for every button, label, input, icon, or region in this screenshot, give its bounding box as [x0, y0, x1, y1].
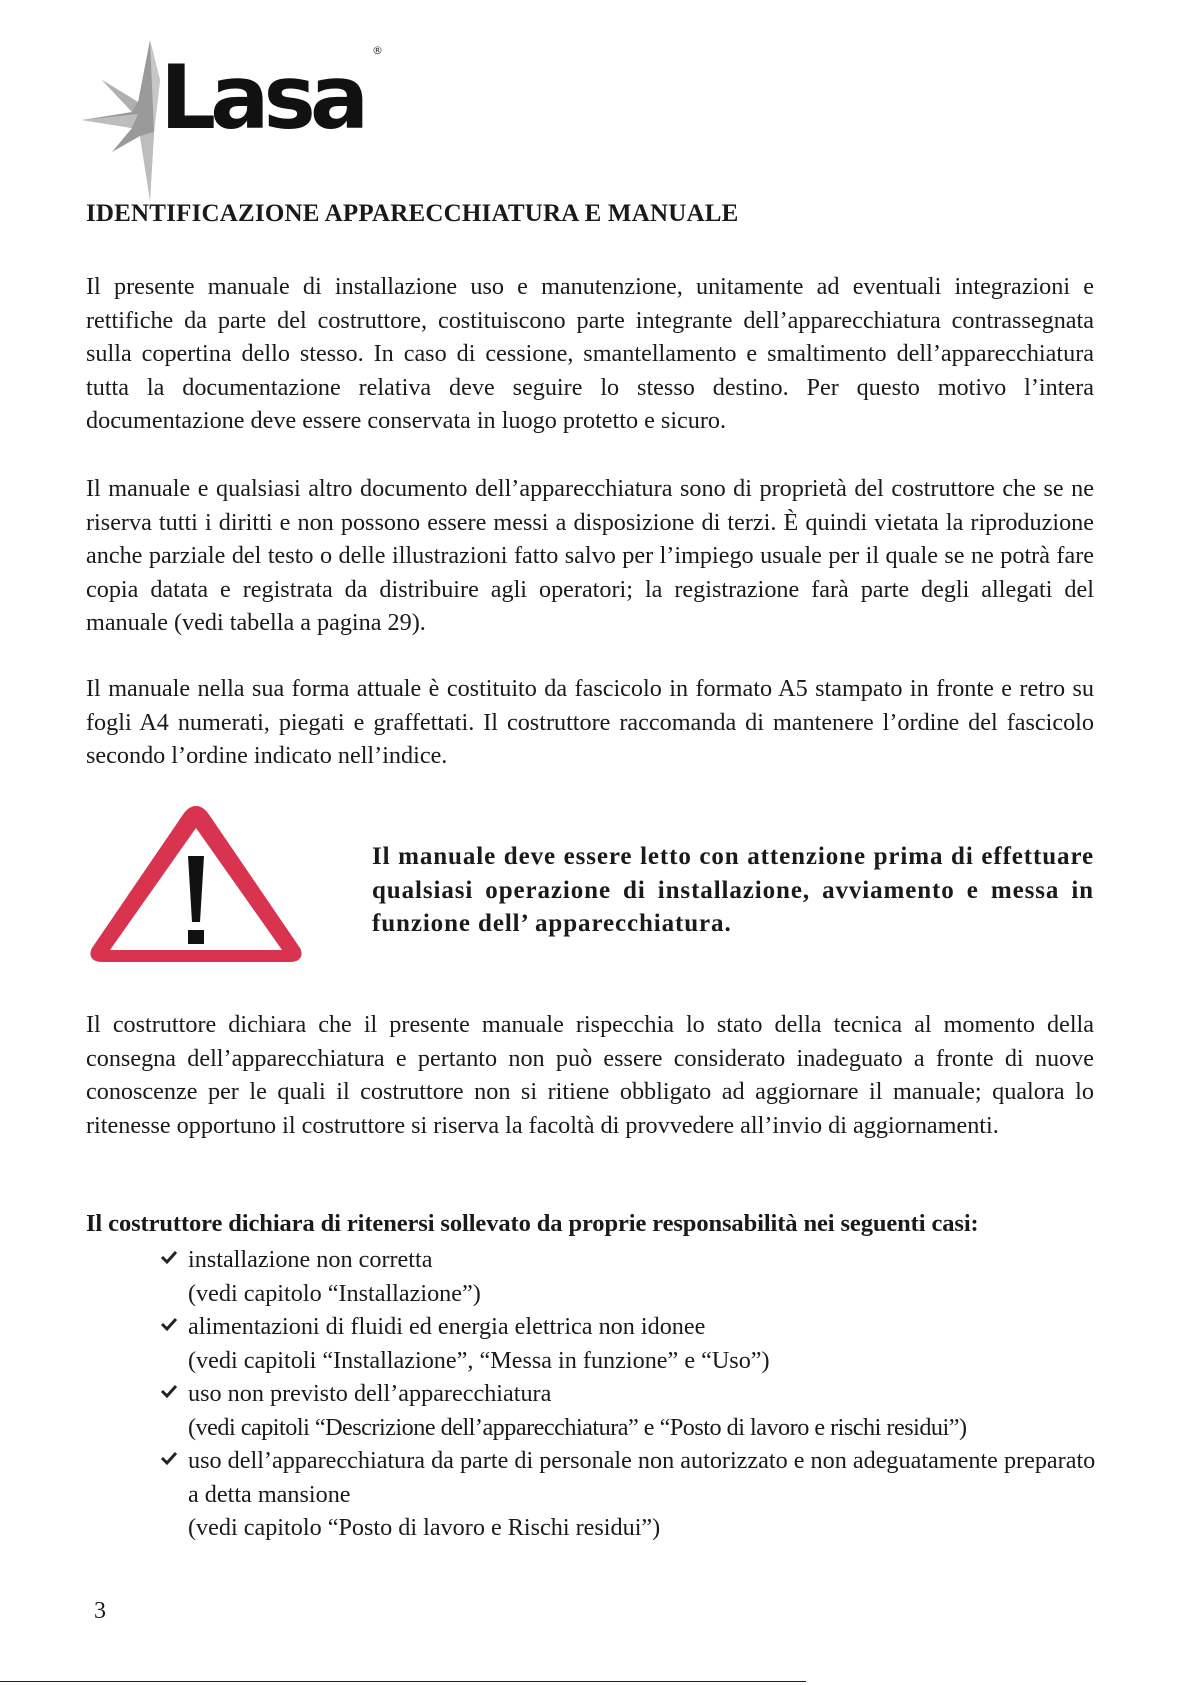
lasa-logo [82, 40, 412, 200]
paragraph-format: Il manuale nella sua forma attuale è costituito da fascicolo in formato A5 stampato in fronte e retro su fogli A4 numerati, piegati e graffettati. Il costruttore raccomanda di mantenere l’ordine del fascicolo secondo l’ordine indicato nell’indice. [86, 675, 1094, 769]
list-item-ref: (vedi capitoli “Installazione”, “Messa in funzione” e “Uso”) [188, 1346, 770, 1374]
list-item-ref: (vedi capitoli “Descrizione dell’apparecchiatura” e “Posto di lavoro e rischi residui”) [188, 1413, 967, 1441]
list-item-text: installazione non corretta [188, 1246, 433, 1273]
list-item [158, 1377, 1098, 1444]
checkmark-icon [160, 1382, 178, 1400]
paragraph-identification: Il presente manuale di installazione uso e manutenzione, unitamente ad eventuali integrazioni e rettifiche da parte del costruttore, costituiscono parte integrante dell’apparecchiatura contrassegnata sulla copertina dello stesso. In caso di cessione, smantellamento e smaltimento dell’apparecchiatura tutta la documentazione relativa deve seguire lo stesso destino. Per questo motivo l’intera documentazione deve essere conservata in luogo protetto e sicuro. [86, 273, 1094, 434]
paragraph-ownership: Il manuale e qualsiasi altro documento dell’apparecchiatura sono di proprietà del costruttore che se ne riserva tutti i diritti e non possono essere messi a disposizione di terzi. È quindi vietata la riproduzione anche parziale del testo o delle illustrazioni fatto salvo per l’impiego usuale per il quale se ne potrà fare copia datata e registrata da distribuire agli operatori; la registrazione farà parte degli allegati del manuale (vedi tabella a pagina 29). [86, 475, 1094, 636]
list-item [158, 1444, 1098, 1545]
logo-text: Lasa [160, 46, 364, 149]
list-item-text: alimentazioni di fluidi ed energia elettrica non idonee [188, 1313, 706, 1340]
bottom-rule [0, 1681, 806, 1682]
paragraph-state-of-art: Il costruttore dichiara che il presente manuale rispecchia lo stato della tecnica al momento della consegna dell’apparecchiatura e pertanto non può essere considerato inadeguato a fronte di nuove conoscenze per le quali il costruttore non si ritiene obbligato ad aggiornare il manuale; qualora lo ritenesse opportuno il costruttore si riserva la facoltà di provvedere all’invio di aggiornamenti. [86, 1011, 1094, 1139]
checkmark-icon [160, 1315, 178, 1333]
checkmark-icon [160, 1248, 178, 1266]
warning-triangle-icon [84, 798, 308, 966]
list-item-text: uso dell’apparecchiatura da parte di personale non autorizzato e non adeguatamente preparato a detta mansione [188, 1447, 1096, 1508]
page-number: 3 [94, 1598, 106, 1624]
checkmark-icon [160, 1449, 178, 1467]
list-item [158, 1243, 1098, 1310]
list-item-ref: (vedi capitolo “Posto di lavoro e Rischi residui”) [188, 1514, 661, 1541]
liability-heading: Il costruttore dichiara di ritenersi sollevato da proprie responsabilità nei seguenti casi: [86, 1210, 979, 1237]
warning-text: Il manuale deve essere letto con attenzione prima di effettuare qualsiasi operazione di installazione, avviamento e messa in funzione dell’ apparecchiatura. [372, 843, 1094, 937]
liability-list [158, 1243, 1098, 1545]
list-item [158, 1310, 1098, 1377]
section-heading: IDENTIFICAZIONE APPARECCHIATURA E MANUALE [86, 200, 739, 227]
list-item-text: uso non previsto dell’apparecchiatura [188, 1380, 552, 1407]
list-item-ref: (vedi capitolo “Installazione”) [188, 1279, 481, 1307]
registered-mark: ® [372, 44, 383, 57]
